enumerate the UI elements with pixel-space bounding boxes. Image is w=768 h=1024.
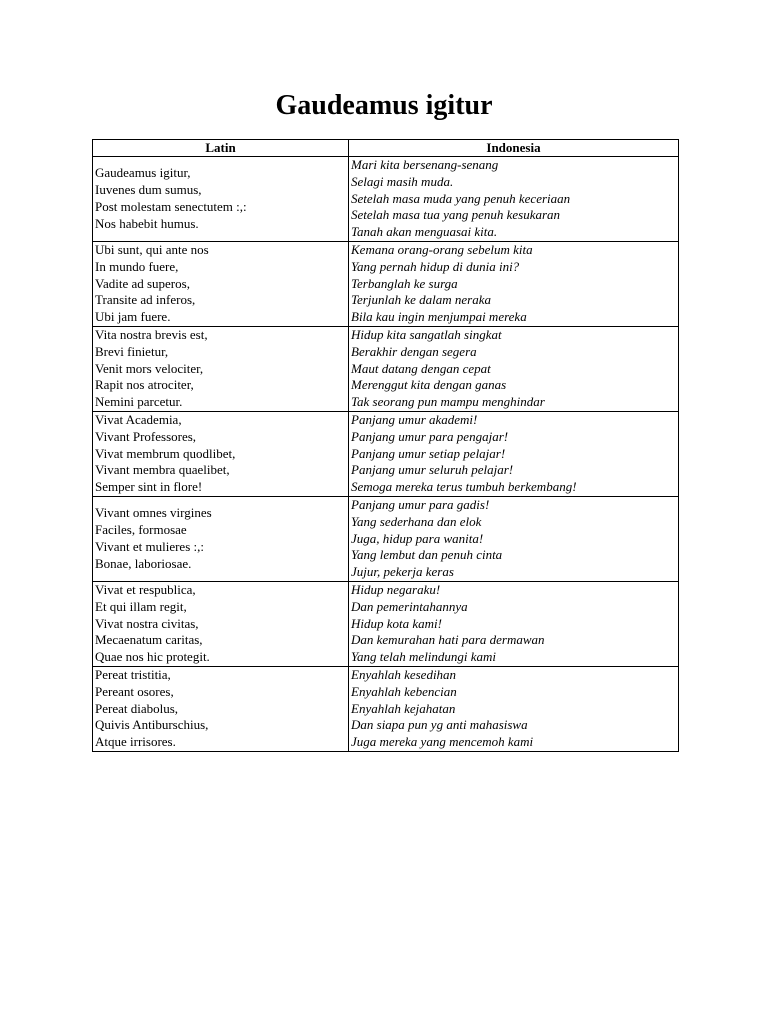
indonesia-verse-line: Jujur, pekerja keras xyxy=(351,564,454,580)
indonesia-verse-line: Panjang umur para gadis! xyxy=(351,497,490,512)
indonesia-verse-line: Semoga mereka terus tumbuh berkembang! xyxy=(351,479,577,495)
indonesia-verse-line: Berakhir dengan segera xyxy=(351,343,477,359)
latin-verse-line: Vivant omnes virgines xyxy=(95,505,212,521)
latin-verse-line: Vivat Academia, xyxy=(95,412,182,427)
indonesia-verse-line: Panjang umur setiap pelajar! xyxy=(351,445,506,461)
indonesia-verse-line: Yang sederhana dan elok xyxy=(351,513,482,529)
latin-verse-line: Quae nos hic protegit. xyxy=(95,649,210,665)
latin-verse-line: Vivat et respublica, xyxy=(95,582,196,597)
table-row xyxy=(93,242,679,327)
column-header-latin: Latin xyxy=(93,140,349,157)
indonesia-stanza-cell xyxy=(349,157,679,242)
indonesia-verse-line: Yang pernah hidup di dunia ini? xyxy=(351,258,520,274)
latin-verse-line: Et qui illam regit, xyxy=(95,598,187,614)
latin-verse-line: Gaudeamus igitur, xyxy=(95,165,191,181)
indonesia-verse-line: Enyahlah kejahatan xyxy=(351,700,456,716)
table-row xyxy=(93,497,679,582)
latin-verse-line: In mundo fuere, xyxy=(95,258,179,274)
indonesia-verse-line: Enyahlah kesedihan xyxy=(351,667,457,682)
latin-verse-line: Vivant membra quaelibet, xyxy=(95,462,230,478)
latin-verse-line: Vita nostra brevis est, xyxy=(95,327,208,342)
indonesia-verse-line: Mari kita bersenang-senang xyxy=(351,157,499,172)
latin-verse-line: Vivat membrum quodlibet, xyxy=(95,445,236,461)
indonesia-verse-line: Tanah akan menguasai kita. xyxy=(351,224,498,240)
table-row xyxy=(93,157,679,242)
indonesia-verse-line: Dan kemurahan hati para dermawan xyxy=(351,632,545,648)
indonesia-verse-line: Enyahlah kebencian xyxy=(351,683,457,699)
latin-verse-line: Pereant osores, xyxy=(95,683,174,699)
indonesia-verse-line: Merenggut kita dengan ganas xyxy=(351,377,507,393)
latin-verse-line: Bonae, laboriosae. xyxy=(95,555,192,571)
table-row xyxy=(93,412,679,497)
latin-stanza-cell xyxy=(93,157,349,242)
latin-verse-line: Post molestam senectutem :,: xyxy=(95,199,247,214)
table-body xyxy=(93,157,679,752)
indonesia-verse-line: Setelah masa muda yang penuh keceriaan xyxy=(351,190,571,206)
indonesia-verse-line: Hidup kita sangatlah singkat xyxy=(351,327,502,342)
indonesia-verse-line: Tak seorang pun mampu menghindar xyxy=(351,394,545,410)
indonesia-verse-line: Setelah masa tua yang penuh kesukaran xyxy=(351,207,561,223)
table-row xyxy=(93,667,679,752)
latin-verse-line: Brevi finietur, xyxy=(95,343,169,359)
indonesia-stanza-cell xyxy=(349,497,679,582)
latin-verse-line: Faciles, formosae xyxy=(95,522,187,538)
indonesia-stanza-cell xyxy=(349,242,679,327)
indonesia-verse-line: Dan siapa pun yg anti mahasiswa xyxy=(351,717,528,733)
indonesia-verse-line: Terjunlah ke dalam neraka xyxy=(351,292,491,308)
indonesia-verse-line: Panjang umur akademi! xyxy=(351,412,478,427)
indonesia-verse-line: Bila kau ingin menjumpai mereka xyxy=(351,309,527,325)
latin-verse-line: Semper sint in flore! xyxy=(95,479,203,495)
latin-stanza-cell xyxy=(93,327,349,412)
latin-verse-line: Nemini parcetur. xyxy=(95,394,183,410)
latin-stanza-cell xyxy=(93,667,349,752)
indonesia-verse-line: Yang lembut dan penuh cinta xyxy=(351,547,503,563)
latin-verse-line: Ubi sunt, qui ante nos xyxy=(95,242,209,257)
indonesia-stanza-cell xyxy=(349,327,679,412)
indonesia-verse-line: Juga, hidup para wanita! xyxy=(351,530,484,546)
latin-stanza-cell xyxy=(93,582,349,667)
latin-verse-line: Mecaenatum caritas, xyxy=(95,632,203,648)
latin-verse-line: Quivis Antiburschius, xyxy=(95,717,209,733)
indonesia-verse-line: Panjang umur para pengajar! xyxy=(351,428,509,444)
page-title: Gaudeamus igitur xyxy=(275,90,493,121)
latin-verse-line: Pereat diabolus, xyxy=(95,700,179,716)
latin-verse-line: Nos habebit humus. xyxy=(95,215,199,231)
indonesia-verse-line: Juga mereka yang mencemoh kami xyxy=(351,734,534,750)
latin-verse-line: Vadite ad superos, xyxy=(95,275,190,291)
indonesia-verse-line: Terbanglah ke surga xyxy=(351,275,458,291)
indonesia-stanza-cell xyxy=(349,412,679,497)
indonesia-verse-line: Dan pemerintahannya xyxy=(351,598,468,614)
latin-stanza-cell xyxy=(93,242,349,327)
table-row xyxy=(93,582,679,667)
latin-verse-line: Atque irrisores. xyxy=(95,734,176,750)
latin-stanza-cell xyxy=(93,412,349,497)
latin-verse-line: Iuvenes dum sumus, xyxy=(95,182,202,198)
table-row xyxy=(93,327,679,412)
column-header-indonesia: Indonesia xyxy=(349,140,679,157)
latin-verse-line: Ubi jam fuere. xyxy=(95,309,171,325)
translation-table xyxy=(92,139,679,752)
indonesia-stanza-cell xyxy=(349,582,679,667)
latin-verse-line: Vivant Professores, xyxy=(95,428,197,444)
latin-verse-line: Transite ad inferos, xyxy=(95,292,196,308)
indonesia-verse-line: Selagi masih muda. xyxy=(351,173,454,189)
table-header-row xyxy=(93,140,679,157)
indonesia-verse-line: Maut datang dengan cepat xyxy=(351,360,491,376)
indonesia-verse-line: Kemana orang-orang sebelum kita xyxy=(351,242,533,257)
latin-verse-line: Vivat nostra civitas, xyxy=(95,615,199,631)
indonesia-verse-line: Panjang umur seluruh pelajar! xyxy=(351,462,514,478)
latin-verse-line: Rapit nos atrociter, xyxy=(95,377,194,393)
indonesia-verse-line: Yang telah melindungi kami xyxy=(351,649,497,665)
indonesia-verse-line: Hidup kota kami! xyxy=(351,615,442,631)
latin-verse-line: Vivant et mulieres :,: xyxy=(95,539,204,554)
indonesia-verse-line: Hidup negaraku! xyxy=(351,582,441,597)
latin-verse-line: Pereat tristitia, xyxy=(95,667,171,682)
indonesia-stanza-cell xyxy=(349,667,679,752)
latin-verse-line: Venit mors velociter, xyxy=(95,360,204,376)
latin-stanza-cell xyxy=(93,497,349,582)
